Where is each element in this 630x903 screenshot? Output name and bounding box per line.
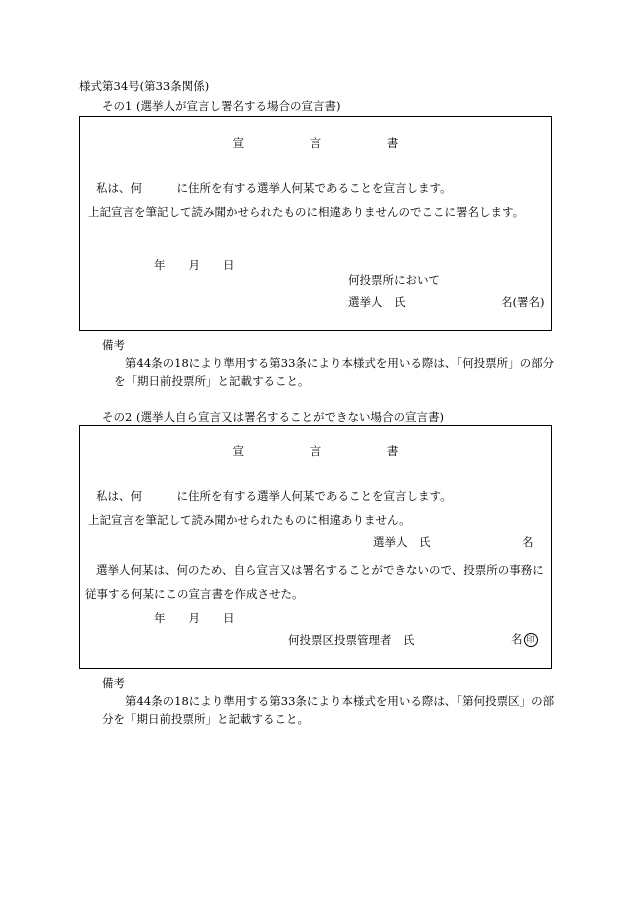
form-header: 様式第34号(第33条関係)	[79, 79, 210, 93]
form2-title	[80, 443, 551, 459]
form2-manager-name: 名	[511, 632, 523, 646]
form1-date: 年 月 日	[154, 258, 235, 272]
form2-title-char: 書	[386, 444, 399, 458]
form1-remarks-label: 備考	[102, 338, 125, 352]
form2-date: 年 月 日	[154, 611, 235, 625]
form2-declaration-line2: 上記宣言を筆記して読み聞かせられたものに相違ありません。	[88, 513, 411, 527]
form2-statement-line1: 選挙人何某は、何のため、自ら宣言又は署名することができないので、投票所の事務に	[96, 563, 544, 577]
form1-title	[80, 135, 551, 151]
form2-remarks-label: 備考	[102, 676, 125, 690]
form1-declaration-line1: 私は、何 に住所を有する選挙人何某であることを宣言します。	[96, 181, 452, 195]
form1-remarks-line1: 第44条の18により準用する第33条により本様式を用いる際は、「何投票所」の部分	[125, 356, 555, 370]
form1-title-char: 書	[386, 136, 399, 150]
form1-signer-name: 名(署名)	[501, 295, 545, 309]
form1-box	[79, 116, 552, 331]
form2-remarks-line2: 分を「期日前投票所」と記載すること。	[102, 712, 309, 726]
form2-box	[79, 425, 552, 669]
form2-remarks-line1: 第44条の18により準用する第33条により本様式を用いる際は、「第何投票区」の部	[125, 694, 555, 708]
form1-subtitle: その1 (選挙人が宣言し署名する場合の宣言書)	[102, 99, 341, 113]
form1-title-char: 宣	[232, 136, 245, 150]
form2-title-char: 宣	[232, 444, 245, 458]
form2-manager-label: 何投票区投票管理者 氏	[288, 633, 415, 647]
form2-voter-name: 名	[522, 535, 534, 549]
form2-subtitle: その2 (選挙人自ら宣言又は署名することができない場合の宣言書)	[102, 410, 444, 424]
form1-remarks-line2: を「期日前投票所」と記載すること。	[114, 374, 310, 388]
form2-title-char: 言	[309, 444, 322, 458]
form2-voter-label: 選挙人 氏	[373, 535, 431, 549]
seal-icon: 印	[524, 633, 538, 647]
form2-declaration-line1: 私は、何 に住所を有する選挙人何某であることを宣言します。	[96, 489, 452, 503]
form2-statement-line2: 従事する何某にこの宣言書を作成させた。	[85, 587, 304, 601]
form2-manager-sign	[511, 631, 538, 647]
form1-declaration-line2: 上記宣言を筆記して読み聞かせられたものに相違ありませんのでここに署名します。	[88, 205, 525, 219]
form1-place: 何投票所において	[348, 273, 440, 287]
form1-title-char: 言	[309, 136, 322, 150]
form1-signer-label: 選挙人 氏	[348, 295, 406, 309]
